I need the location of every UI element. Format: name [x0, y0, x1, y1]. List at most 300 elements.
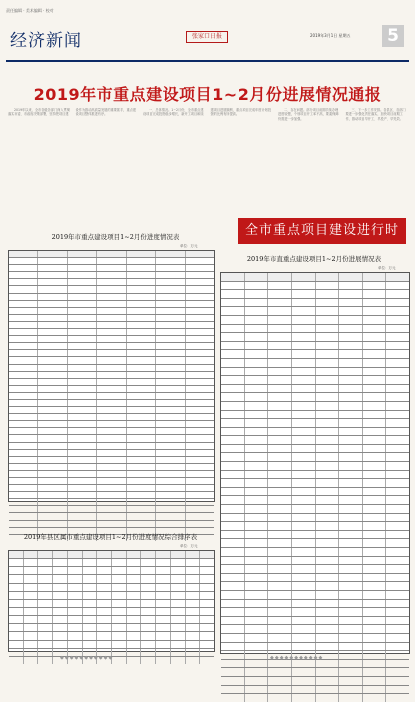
table-cell — [268, 557, 292, 565]
table-cell — [97, 567, 112, 574]
table-cell — [53, 624, 68, 631]
table-cell — [200, 551, 214, 558]
table-cell — [186, 379, 214, 385]
table-cell — [186, 471, 214, 477]
table-cell — [68, 428, 97, 434]
table-cell — [292, 462, 316, 470]
table-cell — [363, 376, 387, 384]
table-cell — [316, 548, 340, 556]
table-cell — [268, 479, 292, 487]
table-cell — [53, 616, 68, 623]
table-municipal-projects — [220, 272, 410, 654]
table-cell — [316, 617, 340, 625]
table-cell — [38, 315, 67, 321]
table-cell — [186, 400, 214, 406]
table-cell — [186, 414, 214, 420]
table-cell — [292, 445, 316, 453]
table-cell — [339, 686, 363, 694]
table-cell — [156, 567, 171, 574]
table-unit: 单位：万元 — [378, 266, 396, 270]
table-row — [221, 445, 409, 454]
table-cell — [97, 616, 112, 623]
table-cell — [97, 471, 126, 477]
table-cell — [156, 551, 171, 558]
table-cell — [171, 567, 186, 574]
table-cell — [268, 677, 292, 685]
table-cell — [363, 436, 387, 444]
table-cell — [9, 551, 24, 558]
table-row — [9, 279, 214, 286]
table-cell — [268, 453, 292, 461]
table-cell — [292, 625, 316, 633]
table-cell — [316, 462, 340, 470]
table-cell — [171, 641, 186, 648]
table-cell — [156, 336, 185, 342]
table-cell — [156, 492, 185, 498]
table-cell — [24, 632, 39, 639]
table-cell — [83, 584, 98, 591]
table-cell — [221, 522, 245, 530]
ornament: ◆◆◆◆◆◆◆◆◆◆◆ — [60, 655, 114, 661]
table-row — [9, 492, 214, 499]
table-row — [9, 336, 214, 343]
table-cell — [245, 591, 269, 599]
table-cell — [9, 365, 38, 371]
table-cell — [316, 342, 340, 350]
table-cell — [9, 421, 38, 427]
table-cell — [38, 301, 67, 307]
table-cell — [156, 400, 185, 406]
table-row — [221, 677, 409, 686]
table-cell — [127, 584, 142, 591]
table-cell — [68, 521, 97, 527]
table-cell — [245, 677, 269, 685]
table-cell — [339, 625, 363, 633]
table-cell — [112, 616, 127, 623]
table-cell — [268, 411, 292, 419]
table-cell — [292, 411, 316, 419]
table-cell — [156, 608, 171, 615]
table-cell — [38, 421, 67, 427]
table-row — [221, 600, 409, 609]
table-cell — [363, 565, 387, 573]
table-cell — [97, 575, 112, 582]
table-cell — [363, 307, 387, 315]
table-cell — [316, 668, 340, 676]
table-cell — [268, 539, 292, 547]
table-cell — [245, 385, 269, 393]
table-cell — [186, 485, 214, 491]
table-cell — [68, 272, 97, 278]
table-cell — [9, 443, 38, 449]
table-cell — [316, 411, 340, 419]
table-cell — [97, 301, 126, 307]
table-cell — [186, 657, 201, 664]
table-cell — [386, 307, 409, 315]
table-cell — [339, 402, 363, 410]
table-cell — [292, 359, 316, 367]
table-cell — [9, 559, 24, 566]
table-cell — [268, 282, 292, 290]
table-cell — [200, 657, 214, 664]
table-cell — [127, 464, 156, 470]
table-cell — [53, 584, 68, 591]
table-cell — [245, 402, 269, 410]
table-cell — [68, 584, 83, 591]
table-cell — [97, 521, 126, 527]
table-row — [9, 294, 214, 301]
table-cell — [221, 514, 245, 522]
table-cell — [156, 258, 185, 264]
section-title: 经济新闻 — [10, 31, 82, 51]
table-cell — [156, 251, 185, 257]
table-cell — [316, 539, 340, 547]
table-cell — [245, 290, 269, 298]
table-cell — [9, 372, 38, 378]
table-cell — [386, 505, 409, 513]
table-row — [221, 342, 409, 351]
table-unit: 单位：万元 — [180, 244, 198, 248]
table-cell — [38, 513, 67, 519]
table-row — [9, 372, 214, 379]
table-cell — [186, 592, 201, 599]
table-cell — [186, 499, 214, 505]
table-cell — [97, 322, 126, 328]
table-cell — [9, 657, 24, 664]
table-cell — [200, 575, 214, 582]
table-cell — [186, 308, 214, 314]
table-cell — [200, 616, 214, 623]
table-cell — [363, 368, 387, 376]
table-cell — [112, 584, 127, 591]
table-row — [9, 379, 214, 386]
table-title-city-projects: 2019年市重点建设项目1~2月份进度情况表 — [51, 233, 180, 241]
table-cell — [9, 450, 38, 456]
table-cell — [24, 567, 39, 574]
table-cell — [316, 600, 340, 608]
table-cell — [316, 471, 340, 479]
table-cell — [127, 322, 156, 328]
table-cell — [316, 643, 340, 651]
table-cell — [292, 453, 316, 461]
table-cell — [363, 359, 387, 367]
table-cell — [171, 559, 186, 566]
table-cell — [68, 485, 97, 491]
table-cell — [292, 694, 316, 702]
table-cell — [221, 548, 245, 556]
table-cell — [221, 608, 245, 616]
table-cell — [127, 649, 142, 656]
table-cell — [141, 657, 156, 664]
table-cell — [83, 592, 98, 599]
table-cell — [386, 273, 409, 281]
table-cell — [292, 514, 316, 522]
table-cell — [268, 496, 292, 504]
table-cell — [386, 565, 409, 573]
table-cell — [9, 616, 24, 623]
table-cell — [127, 450, 156, 456]
table-cell — [268, 694, 292, 702]
table-cell — [316, 514, 340, 522]
table-cell — [186, 616, 201, 623]
table-cell — [339, 436, 363, 444]
table-cell — [268, 290, 292, 298]
table-cell — [68, 265, 97, 271]
table-cell — [316, 333, 340, 341]
table-cell — [83, 551, 98, 558]
table-cell — [316, 419, 340, 427]
table-cell — [245, 617, 269, 625]
table-row — [9, 393, 214, 400]
table-cell — [386, 531, 409, 539]
table-cell — [386, 290, 409, 298]
table-cell — [363, 273, 387, 281]
table-cell — [292, 548, 316, 556]
table-cell — [97, 457, 126, 463]
table-cell — [156, 450, 185, 456]
table-cell — [245, 643, 269, 651]
table-cell — [127, 592, 142, 599]
table-cell — [316, 393, 340, 401]
table-cell — [245, 496, 269, 504]
table-cell — [68, 322, 97, 328]
table-cell — [363, 488, 387, 496]
table-cell — [97, 592, 112, 599]
table-cell — [53, 567, 68, 574]
table-cell — [292, 402, 316, 410]
table-cell — [363, 350, 387, 358]
table-cell — [97, 414, 126, 420]
table-row — [221, 634, 409, 643]
table-cell — [97, 315, 126, 321]
table-cell — [386, 677, 409, 685]
table-cell — [97, 251, 126, 257]
table-cell — [316, 299, 340, 307]
table-cell — [186, 329, 214, 335]
table-row — [9, 450, 214, 457]
table-cell — [9, 386, 38, 392]
table-cell — [38, 329, 67, 335]
table-cell — [24, 592, 39, 599]
table-cell — [38, 608, 53, 615]
paragraph: 三、下一步工作安排。各县区、各部门要进一步强化责任落实，加快项目前期工作，推动项目早开工、早投产、早见效。 — [345, 108, 406, 121]
table-row — [221, 290, 409, 299]
table-cell — [127, 471, 156, 477]
table-cell — [221, 411, 245, 419]
table-cell — [156, 559, 171, 566]
table-cell — [245, 651, 269, 659]
table-cell — [171, 624, 186, 631]
table-row — [9, 421, 214, 428]
table-row — [221, 643, 409, 652]
table-cell — [221, 634, 245, 642]
table-cell — [38, 294, 67, 300]
table-cell — [339, 496, 363, 504]
table-cell — [156, 407, 185, 413]
table-cell — [386, 436, 409, 444]
table-cell — [68, 329, 97, 335]
table-cell — [292, 282, 316, 290]
table-cell — [221, 600, 245, 608]
table-cell — [156, 641, 171, 648]
table-row — [9, 435, 214, 442]
table-row — [9, 365, 214, 372]
table-title-municipal-projects: 2019年市直重点建设项目1~2月份进展情况表 — [246, 255, 382, 263]
table-cell — [339, 514, 363, 522]
table-cell — [268, 316, 292, 324]
table-cell — [24, 608, 39, 615]
table-cell — [38, 499, 67, 505]
table-row — [221, 505, 409, 514]
table-cell — [268, 376, 292, 384]
table-cell — [156, 322, 185, 328]
table-cell — [141, 551, 156, 558]
table-cell — [200, 624, 214, 631]
table-cell — [24, 551, 39, 558]
table-cell — [268, 402, 292, 410]
table-cell — [268, 299, 292, 307]
table-cell — [316, 436, 340, 444]
table-cell — [221, 436, 245, 444]
table-cell — [363, 325, 387, 333]
table-cell — [245, 419, 269, 427]
table-row — [221, 359, 409, 368]
table-cell — [245, 342, 269, 350]
table-cell — [245, 471, 269, 479]
table-row — [9, 386, 214, 393]
table-cell — [97, 379, 126, 385]
table-cell — [53, 608, 68, 615]
table-cell — [363, 393, 387, 401]
table-row — [221, 686, 409, 695]
table-cell — [38, 350, 67, 356]
table-cell — [97, 506, 126, 512]
table-cell — [292, 565, 316, 573]
table-cell — [339, 651, 363, 659]
table-cell — [156, 428, 185, 434]
table-cell — [363, 548, 387, 556]
table-cell — [156, 506, 185, 512]
headline: 2019年市重点建设项目1~2月份进展情况通报 — [33, 85, 382, 104]
table-cell — [68, 279, 97, 285]
table-row — [9, 464, 214, 471]
table-cell — [221, 643, 245, 651]
table-cell — [83, 575, 98, 582]
table-cell — [386, 325, 409, 333]
table-cell — [363, 479, 387, 487]
table-cell — [83, 559, 98, 566]
table-cell — [112, 624, 127, 631]
table-cell — [316, 273, 340, 281]
table-cell — [24, 575, 39, 582]
table-cell — [68, 559, 83, 566]
table-cell — [245, 668, 269, 676]
table-cell — [186, 575, 201, 582]
table-cell — [316, 608, 340, 616]
masthead-credits: 责任编辑 · 美术编辑 · 校对 — [6, 8, 54, 13]
table-cell — [386, 471, 409, 479]
table-cell — [68, 308, 97, 314]
table-cell — [221, 574, 245, 582]
table-cell — [38, 379, 67, 385]
table-cell — [186, 365, 214, 371]
table-cell — [292, 307, 316, 315]
table-cell — [268, 471, 292, 479]
table-cell — [339, 574, 363, 582]
table-cell — [38, 386, 67, 392]
table-row — [221, 462, 409, 471]
table-cell — [186, 584, 201, 591]
table-cell — [386, 617, 409, 625]
table-cell — [97, 258, 126, 264]
table-cell — [339, 282, 363, 290]
table-cell — [156, 301, 185, 307]
table-cell — [97, 499, 126, 505]
table-cell — [221, 462, 245, 470]
table-cell — [316, 445, 340, 453]
table-cell — [292, 557, 316, 565]
table-cell — [316, 496, 340, 504]
table-cell — [292, 436, 316, 444]
table-cell — [386, 608, 409, 616]
table-cell — [156, 421, 185, 427]
table-cell — [386, 402, 409, 410]
table-cell — [221, 686, 245, 694]
table-cell — [292, 316, 316, 324]
table-cell — [97, 350, 126, 356]
table-cell — [245, 574, 269, 582]
table-cell — [97, 551, 112, 558]
table-cell — [316, 677, 340, 685]
table-row — [221, 514, 409, 523]
table-cell — [38, 428, 67, 434]
table-cell — [127, 251, 156, 257]
table-cell — [200, 567, 214, 574]
table-cell — [339, 290, 363, 298]
table-cell — [38, 286, 67, 292]
table-cell — [386, 694, 409, 702]
table-cell — [127, 272, 156, 278]
table-cell — [9, 272, 38, 278]
table-row — [9, 457, 214, 464]
table-cell — [363, 496, 387, 504]
table-cell — [186, 386, 214, 392]
masthead — [0, 0, 415, 66]
table-cell — [245, 514, 269, 522]
table-cell — [268, 643, 292, 651]
table-cell — [200, 584, 214, 591]
table-cell — [9, 641, 24, 648]
table-cell — [221, 368, 245, 376]
table-cell — [268, 608, 292, 616]
table-cell — [68, 393, 97, 399]
table-cell — [186, 265, 214, 271]
table-cell — [316, 479, 340, 487]
table-cell — [97, 336, 126, 342]
table-cell — [127, 365, 156, 371]
table-cell — [292, 471, 316, 479]
table-cell — [127, 559, 142, 566]
table-cell — [363, 600, 387, 608]
table-cell — [316, 376, 340, 384]
table-row — [9, 551, 214, 559]
table-cell — [68, 592, 83, 599]
table-cell — [97, 279, 126, 285]
table-cell — [127, 478, 156, 484]
table-cell — [186, 435, 214, 441]
table-cell — [186, 251, 214, 257]
table-cell — [339, 522, 363, 530]
